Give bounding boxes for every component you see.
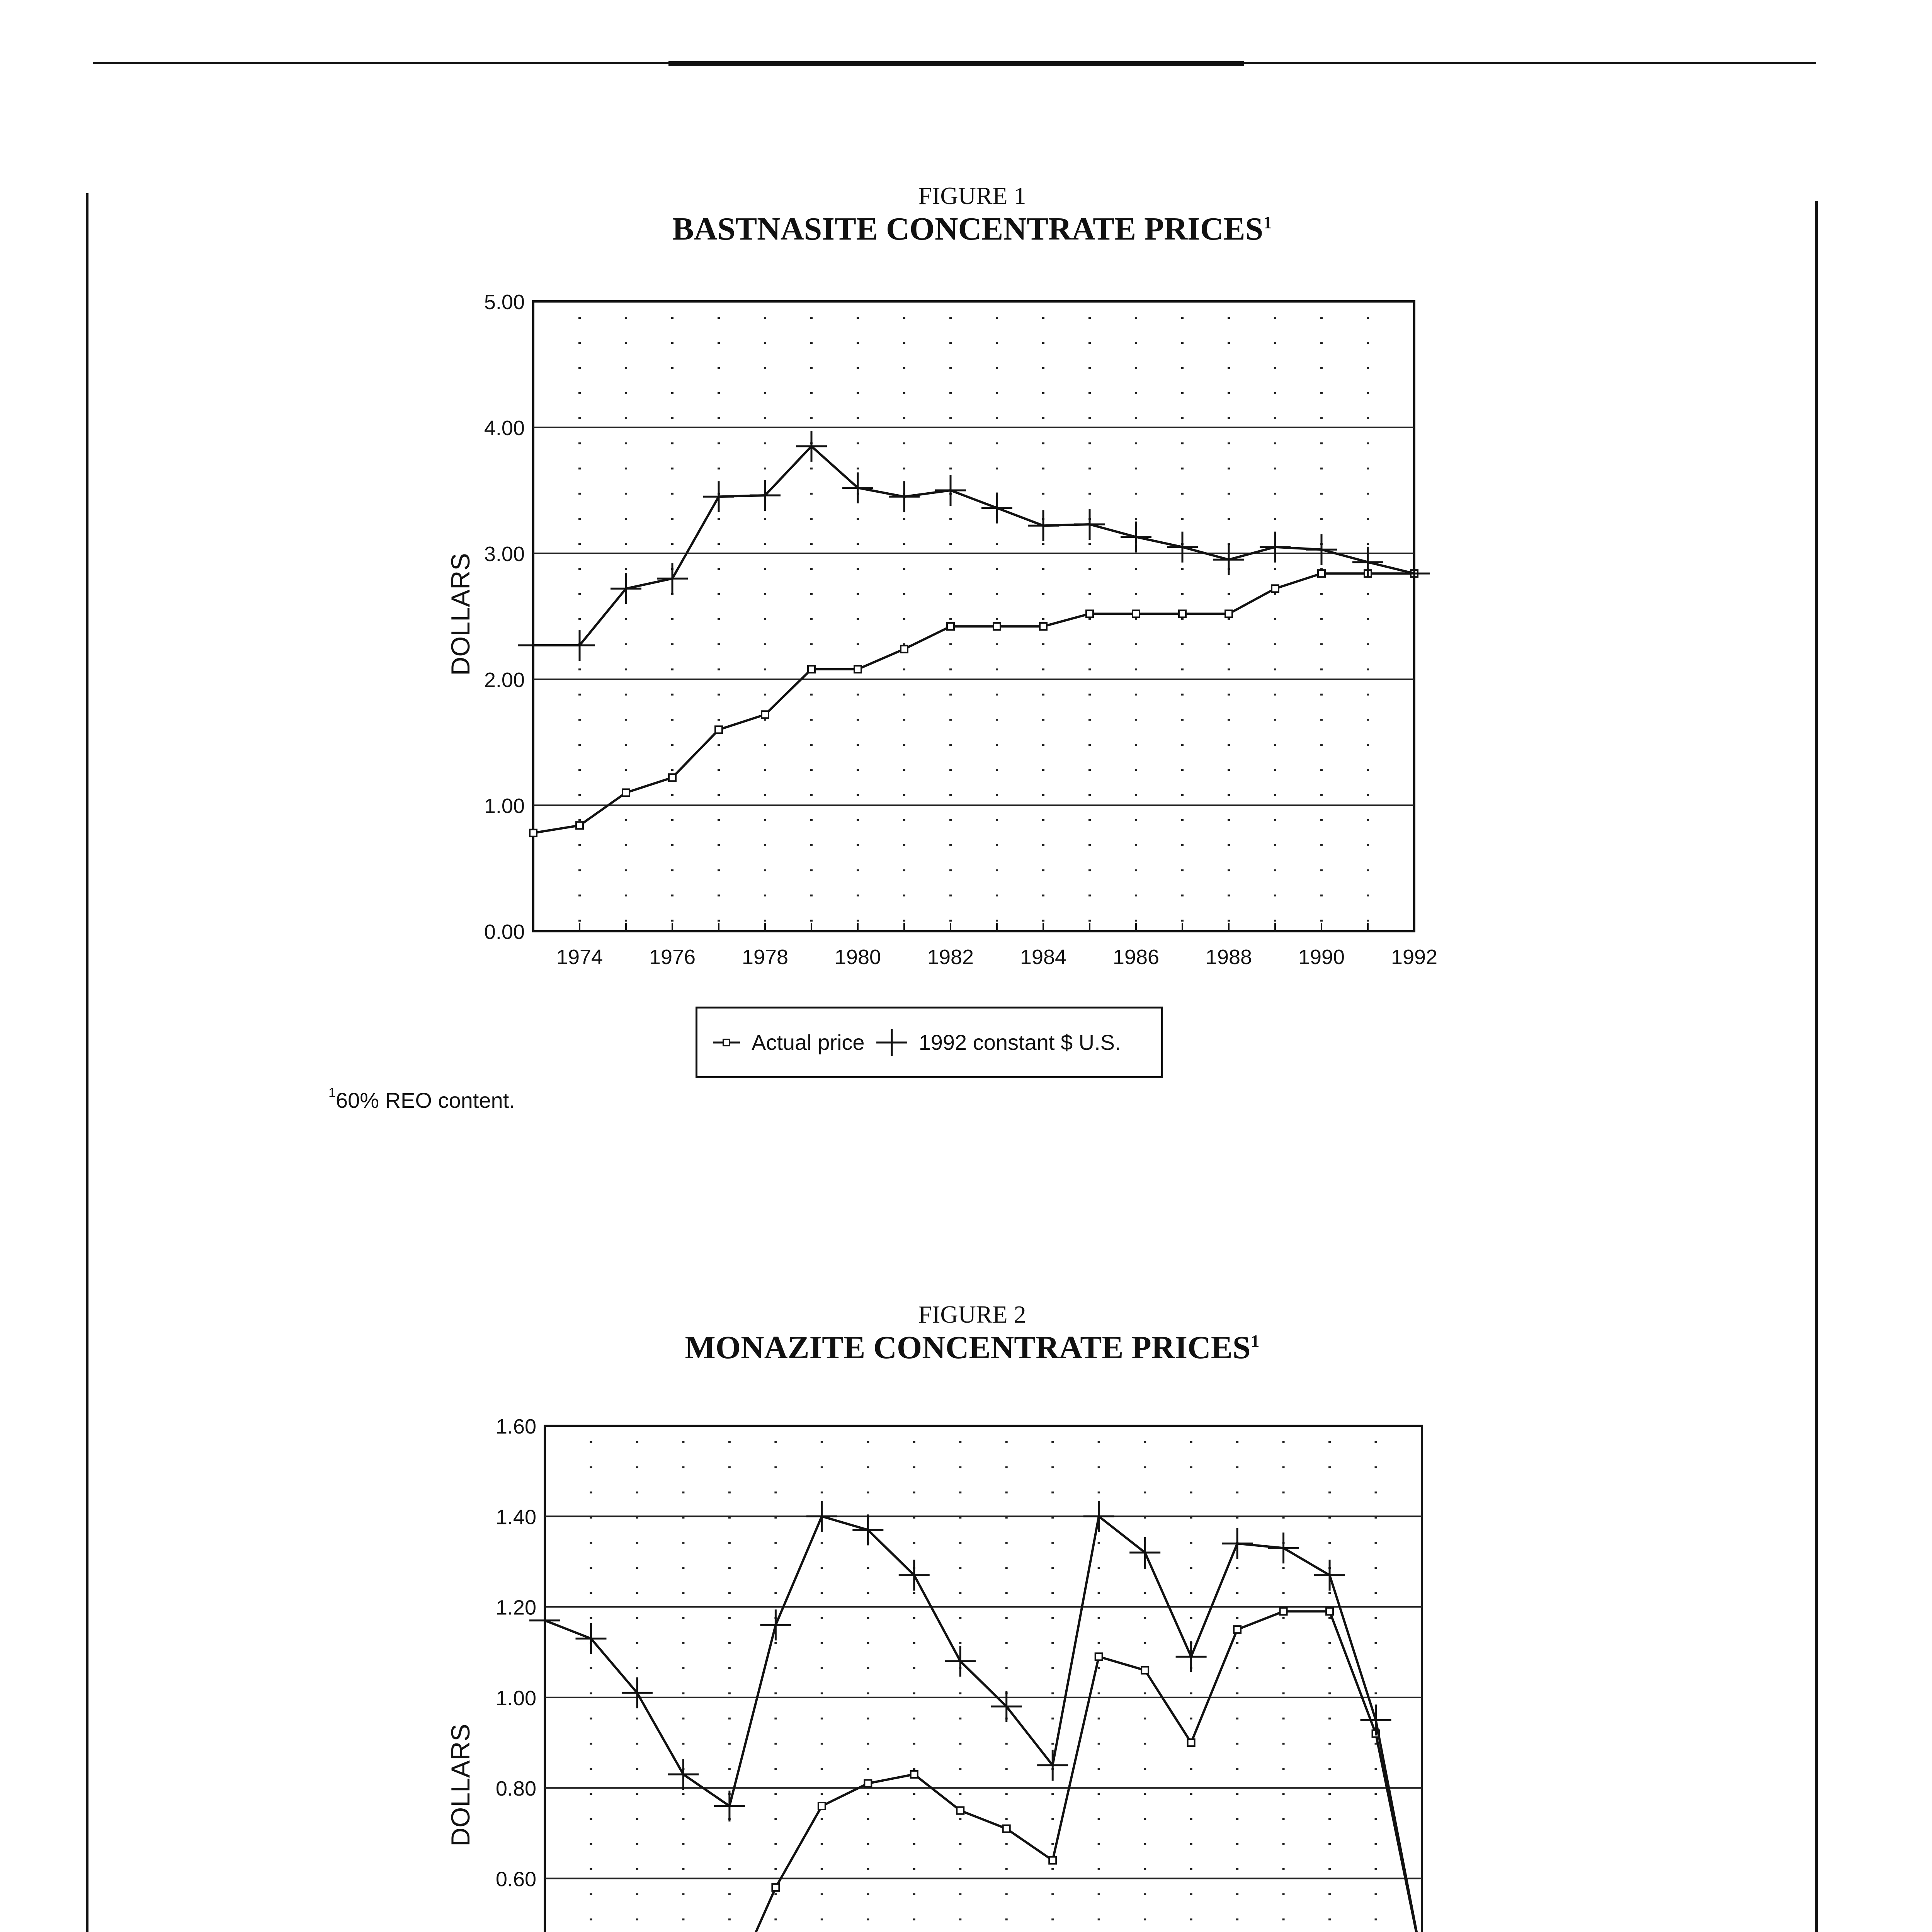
chart1-xtick-label: 1986 (1112, 946, 1160, 969)
chart1-constant-dollar-line (533, 446, 1414, 645)
figure1-ylabel: DOLLARS (446, 553, 475, 676)
chart1-xtick-label: 1988 (1205, 946, 1252, 969)
legend1-constant-marker-icon (876, 1027, 907, 1058)
chart1-actual-price-point (715, 726, 722, 733)
chart1-ytick-label: 1.00 (484, 794, 525, 818)
chart1-ytick-label: 3.00 (484, 543, 525, 566)
chart1-constant-dollar-point (981, 493, 1012, 524)
chart1-constant-dollar-point (518, 630, 549, 661)
chart1-actual-price-point (530, 830, 537, 837)
chart1-actual-price-point (1318, 570, 1325, 577)
figure1-footnote-text: 60% REO content. (335, 1088, 515, 1112)
chart1-actual-price-point (1133, 610, 1139, 617)
chart2-constant-dollar-point (1037, 1750, 1068, 1781)
chart2-actual-price-point (818, 1803, 825, 1810)
chart2-constant-dollar-point (1129, 1537, 1160, 1568)
figure1-title-text: BASTNASITE CONCENTRATE PRICES (672, 211, 1264, 247)
chart2-constant-dollar-point (1314, 1560, 1345, 1591)
figure2-ylabel: DOLLARS (446, 1724, 475, 1847)
chart2-actual-price-point (1003, 1825, 1010, 1832)
chart2-constant-dollar-point (1176, 1641, 1207, 1672)
chart1-ytick-label: 0.00 (484, 920, 525, 944)
chart2-constant-dollar-point (1361, 1704, 1391, 1735)
chart2-ytick-label: 1.60 (495, 1415, 536, 1438)
chart2-constant-dollar-point (714, 1791, 745, 1821)
chart1-constant-dollar-point (1167, 532, 1198, 563)
chart1-xtick-label: 1992 (1391, 946, 1438, 969)
figure1-ylabel-group (446, 553, 475, 675)
chart2-actual-price-point (911, 1771, 918, 1778)
chart1-ytick-label: 5.00 (484, 291, 525, 314)
chart1-xtick-label: 1974 (556, 946, 603, 969)
legend1-actual-marker-icon (713, 1035, 740, 1050)
chart2-constant-dollar-point (760, 1609, 791, 1640)
chart2-constant-dollar-point (1268, 1532, 1299, 1563)
chart2-actual-price-point (1234, 1626, 1241, 1633)
chart1-constant-dollar-point (611, 573, 641, 604)
figure1-footnote (328, 1085, 515, 1113)
chart2-constant-dollar-point (1083, 1501, 1114, 1532)
chart1-xtick-label: 1978 (742, 946, 789, 969)
chart2-constant-dollar-line (545, 1516, 1422, 1932)
chart1-plot-frame (533, 301, 1414, 931)
chart2-actual-price-line (545, 1611, 1422, 1932)
chart2-ytick-label: 1.40 (495, 1505, 536, 1529)
chart1-constant-dollar-point (1074, 509, 1105, 540)
figure2-title-sup: 1 (1250, 1331, 1260, 1351)
figure2-title-text: MONAZITE CONCENTRATE PRICES (685, 1330, 1251, 1366)
chart2-constant-dollar-point (668, 1759, 699, 1790)
chart2-constant-dollar-point (575, 1623, 606, 1654)
chart2-constant-dollar-point (1222, 1528, 1253, 1559)
chart1-constant-dollar-point (1121, 522, 1151, 553)
chart1-xtick-label: 1982 (927, 946, 974, 969)
chart1-ytick-label: 2.00 (484, 668, 525, 692)
chart2-ytick-label: 0.80 (495, 1777, 536, 1801)
chart1-actual-price-point (1225, 610, 1232, 617)
chart1-actual-price-point (947, 623, 954, 630)
chart2-plot-frame (545, 1426, 1422, 1932)
chart2-actual-price-point (1141, 1667, 1148, 1674)
chart1-actual-price-point (622, 789, 629, 796)
figure1-legend (696, 1007, 1163, 1078)
chart1-actual-price-point (1179, 610, 1186, 617)
figure2-ylabel-group (446, 1724, 475, 1846)
chart1-constant-dollar-point (889, 481, 920, 512)
chart2-actual-price-point (772, 1884, 779, 1891)
chart1-actual-price-point (1272, 585, 1279, 592)
legend1-actual-label: Actual price (752, 1030, 865, 1054)
chart1-actual-price-point (576, 822, 583, 829)
chart1-constant-dollar-point (703, 481, 734, 512)
chart2-actual-price-point (1049, 1857, 1056, 1864)
chart2-ytick-label: 1.00 (495, 1686, 536, 1710)
chart1-actual-price-line (533, 573, 1414, 833)
figure1-number: FIGURE 1 (918, 182, 1026, 209)
chart1-xtick-label: 1980 (834, 946, 881, 969)
chart1-constant-dollar-point (564, 630, 595, 661)
figure2-number: FIGURE 2 (918, 1301, 1026, 1328)
chart2-actual-price-point (1326, 1608, 1333, 1615)
chart1-constant-dollar-point (1213, 544, 1244, 575)
legend1-constant-label: 1992 constant $ U.S. (918, 1030, 1121, 1054)
chart1-constant-dollar-point (1028, 510, 1059, 541)
figure2-chart (0, 1352, 1932, 1932)
chart1-ytick-label: 4.00 (484, 417, 525, 440)
chart2-actual-price-point (864, 1780, 871, 1787)
chart1-constant-dollar-point (1399, 558, 1430, 589)
chart1-xtick-label: 1990 (1298, 946, 1345, 969)
chart1-constant-dollar-point (935, 475, 966, 506)
chart1-constant-dollar-point (1306, 534, 1337, 565)
chart1-xtick-label: 1984 (1020, 946, 1067, 969)
chart1-actual-price-point (762, 711, 769, 718)
chart1-actual-price-point (1040, 623, 1047, 630)
chart1-actual-price-point (808, 666, 815, 673)
chart1-actual-price-point (993, 623, 1000, 630)
chart2-constant-dollar-point (806, 1501, 837, 1532)
chart2-actual-price-point (1280, 1608, 1287, 1615)
chart1-xtick-label: 1976 (649, 946, 696, 969)
chart2-actual-price-point (1188, 1739, 1195, 1746)
chart1-constant-dollar-point (1260, 532, 1291, 563)
chart1-actual-price-point (669, 774, 676, 781)
chart2-actual-price-point (1095, 1653, 1102, 1660)
chart2-ytick-label: 0.60 (495, 1867, 536, 1891)
chart2-ytick-label: 1.20 (495, 1596, 536, 1619)
figure1-title-sup: 1 (1263, 213, 1272, 232)
chart1-actual-price-point (854, 666, 861, 673)
chart1-actual-price-point (901, 646, 908, 653)
figure1-footnote-sup: 1 (328, 1085, 336, 1100)
chart2-constant-dollar-point (622, 1677, 653, 1708)
chart1-constant-dollar-point (657, 563, 688, 594)
chart2-actual-price-point (957, 1807, 964, 1814)
chart1-actual-price-point (1086, 610, 1093, 617)
